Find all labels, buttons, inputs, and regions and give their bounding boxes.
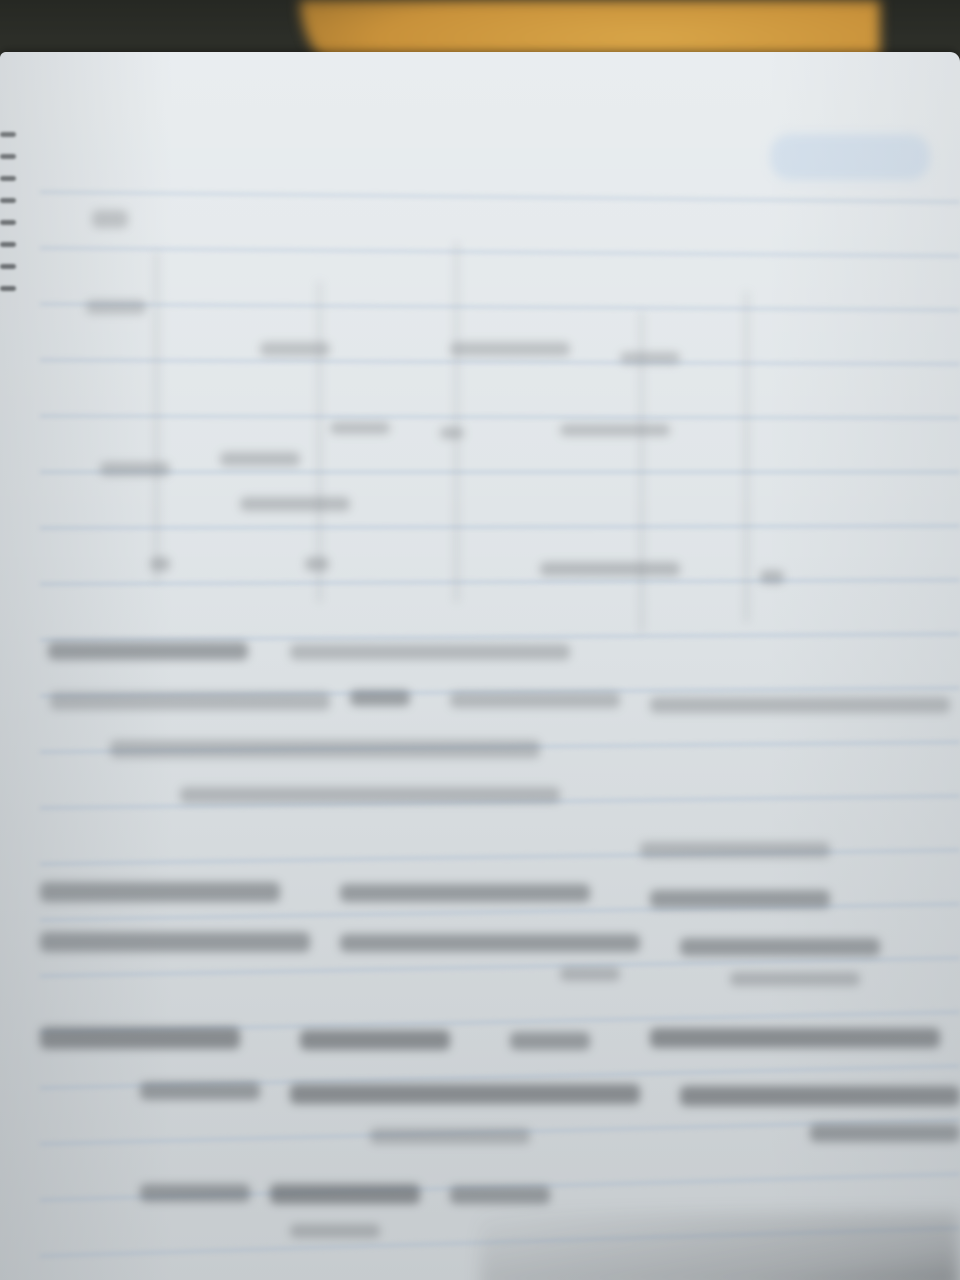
- handwriting-stroke: [110, 740, 540, 758]
- handwriting-stroke: [810, 1124, 960, 1142]
- handwriting-stroke: [760, 570, 784, 584]
- handwriting-stroke: [50, 692, 330, 710]
- handwriting-stroke: [330, 422, 390, 434]
- table-grid-line: [318, 282, 321, 602]
- handwriting-stroke: [270, 1184, 420, 1204]
- handwriting-stroke: [340, 884, 590, 902]
- handwriting-stroke: [180, 787, 560, 803]
- handwriting-stroke: [100, 462, 170, 476]
- table-grid-line: [155, 252, 158, 582]
- handwriting-stroke: [560, 424, 670, 436]
- handwriting-stroke: [650, 890, 830, 908]
- handwriting-stroke: [440, 427, 464, 439]
- notebook-page: [0, 52, 960, 1280]
- handwritten-notes: [0, 52, 960, 1280]
- handwriting-stroke: [340, 934, 640, 952]
- table-grid-line: [455, 242, 458, 602]
- handwriting-stroke: [92, 210, 128, 228]
- handwriting-stroke: [220, 452, 300, 466]
- handwriting-stroke: [86, 300, 146, 314]
- table-grid-line: [745, 292, 748, 622]
- handwriting-stroke: [450, 342, 570, 356]
- handwriting-stroke: [650, 1028, 940, 1048]
- handwriting-stroke: [370, 1128, 530, 1144]
- handwriting-stroke: [450, 692, 620, 708]
- handwriting-stroke: [450, 1186, 550, 1204]
- handwriting-stroke: [620, 352, 680, 364]
- handwriting-stroke: [650, 697, 950, 713]
- handwriting-stroke: [305, 557, 329, 571]
- handwriting-stroke: [40, 1027, 240, 1049]
- handwriting-stroke: [730, 972, 860, 986]
- page-curl-shadow: [480, 1212, 960, 1280]
- handwriting-stroke: [560, 967, 620, 981]
- handwriting-stroke: [260, 342, 330, 356]
- handwriting-stroke: [300, 1030, 450, 1050]
- handwriting-stroke: [140, 1184, 250, 1202]
- handwriting-stroke: [290, 1224, 380, 1238]
- handwriting-stroke: [640, 842, 830, 858]
- handwriting-stroke: [680, 1086, 960, 1106]
- handwriting-stroke: [48, 642, 248, 660]
- handwriting-stroke: [140, 1082, 260, 1100]
- handwriting-stroke: [240, 497, 350, 511]
- handwriting-stroke: [680, 938, 880, 956]
- handwriting-stroke: [290, 644, 570, 660]
- handwriting-stroke: [540, 562, 680, 576]
- handwriting-stroke: [510, 1032, 590, 1050]
- handwriting-stroke: [40, 882, 280, 902]
- handwriting-stroke: [350, 690, 410, 706]
- handwriting-stroke: [40, 932, 310, 952]
- handwriting-stroke: [150, 557, 170, 571]
- handwriting-stroke: [290, 1084, 640, 1104]
